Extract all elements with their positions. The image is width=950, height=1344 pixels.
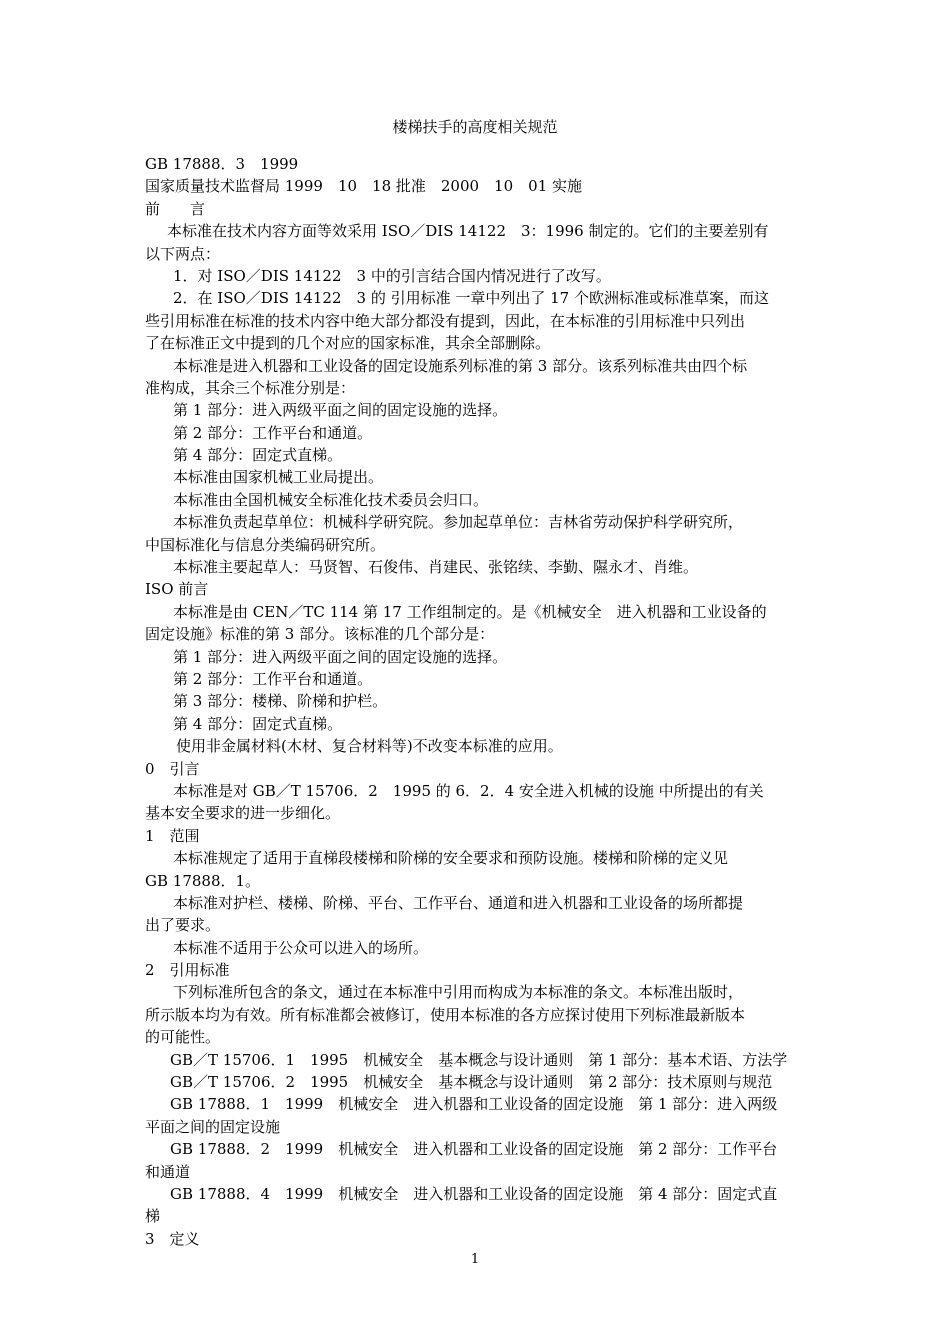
paragraph-line: 本标准对护栏、楼梯、阶梯、平台、工作平台、通道和进入机器和工业设备的场所都提 — [173, 893, 744, 912]
paragraph-line: 本标准是进入机器和工业设备的固定设施系列标准的第 3 部分。该系列标准共由四个标 — [173, 356, 748, 375]
section-heading-foreword: 前 言 — [145, 199, 206, 218]
reference-item-continuation: 和通道 — [145, 1162, 191, 1181]
reference-item: GB 17888．2 1999 机械安全 进入机器和工业设备的固定设施 第 2 部分：工作平台 — [170, 1140, 778, 1159]
list-item: 第 1 部分：进入两级平面之间的固定设施的选择。 — [173, 647, 508, 666]
reference-item-continuation: 梯 — [145, 1207, 161, 1226]
reference-item: GB 17888．1 1999 机械安全 进入机器和工业设备的固定设施 第 1 部分：进入两级 — [170, 1095, 778, 1114]
paragraph-line: 以下两点： — [145, 244, 221, 263]
section-heading-iso-foreword: ISO 前言 — [145, 580, 209, 599]
paragraph-line: 下列标准所包含的条文，通过在本标准中引用而构成为本标准的条文。本标准出版时， — [173, 983, 744, 1002]
paragraph-line: 出了要求。 — [145, 916, 221, 935]
reference-item: GB／T 15706．2 1995 机械安全 基本概念与设计通则 第 2 部分：技术原则与规范 — [170, 1073, 773, 1092]
list-item: 第 4 部分：固定式直梯。 — [173, 446, 343, 465]
reference-item-continuation: 平面之间的固定设施 — [145, 1117, 281, 1136]
paragraph-line: GB 17888．1。 — [145, 871, 261, 890]
paragraph-line: 本标准规定了适用于直梯段楼梯和阶梯的安全要求和预防设施。楼梯和阶梯的定义见 — [173, 849, 729, 868]
paragraph-line: 基本安全要求的进一步细化。 — [145, 804, 341, 823]
paragraph-line: 了在标准正文中提到的几个对应的国家标准，其余全部删除。 — [145, 334, 551, 353]
paragraph-line: 本标准主要起草人：马贤智、石俊伟、肖建民、张铭续、李勤、隰永才、肖维。 — [173, 558, 699, 577]
paragraph-line: 本标准不适用于公众可以进入的场所。 — [173, 938, 429, 957]
section-heading-references: 2 引用标准 — [145, 961, 230, 980]
approval-info: 国家质量技术监督局 1999 10 18 批准 2000 10 01 实施 — [145, 177, 583, 196]
paragraph-line: 本标准是由 CEN／TC 114 第 17 工作组制定的。是《机械安全 进入机器和工业设备的 — [173, 602, 767, 621]
paragraph-line: 些引用标准在标准的技术内容中绝大部分都没有提到，因此，在本标准的引用标准中只列出 — [145, 311, 746, 330]
list-item: 第 2 部分：工作平台和通道。 — [173, 669, 373, 688]
document-body — [145, 153, 810, 1250]
reference-item: GB 17888．4 1999 机械安全 进入机器和工业设备的固定设施 第 4 部分：固定式直 — [170, 1184, 778, 1203]
paragraph-line: 准构成，其余三个标准分别是： — [145, 378, 356, 397]
document-title: 楼梯扶手的高度相关规范 — [392, 118, 558, 136]
list-item: 第 1 部分：进入两级平面之间的固定设施的选择。 — [173, 401, 508, 420]
list-item: 2．在 ISO／DIS 14122 3 的 引用标准 一章中列出了 17 个欧洲标准或标准草案，而这 — [173, 289, 769, 308]
paragraph-line: 本标准在技术内容方面等效采用 ISO／DIS 14122 3：1996 制定的。它们的主要差别有 — [167, 222, 769, 241]
paragraph-line: 本标准由国家机械工业局提出。 — [173, 468, 384, 487]
paragraph-line: 使用非金属材料(木材、复合材料等)不改变本标准的应用。 — [176, 737, 563, 756]
section-heading-definitions: 3 定义 — [145, 1229, 200, 1248]
paragraph-line: 所示版本均为有效。所有标准都会被修订，使用本标准的各方应探讨使用下列标准最新版本 — [145, 1005, 746, 1024]
paragraph-line: 固定设施》标准的第 3 部分。该标准的几个部分是： — [145, 625, 495, 644]
list-item: 第 2 部分：工作平台和通道。 — [173, 423, 373, 442]
paragraph-line: 的可能性。 — [145, 1028, 221, 1047]
paragraph-line: 本标准由全国机械安全标准化技术委员会归口。 — [173, 490, 489, 509]
reference-item: GB／T 15706．1 1995 机械安全 基本概念与设计通则 第 1 部分：基本术语、方法学 — [170, 1050, 788, 1069]
section-heading-introduction: 0 引言 — [145, 759, 200, 778]
section-heading-scope: 1 范围 — [145, 826, 200, 845]
list-item: 第 4 部分：固定式直梯。 — [173, 714, 343, 733]
list-item: 第 3 部分：楼梯、阶梯和护栏。 — [173, 692, 388, 711]
paragraph-line: 本标准是对 GB／T 15706．2 1995 的 6．2．4 安全进入机械的设施 中所提出的有关 — [173, 781, 764, 800]
page-number: 1 — [470, 1252, 480, 1267]
paragraph-line: 中国标准化与信息分类编码研究所。 — [145, 535, 386, 554]
list-item: 1．对 ISO／DIS 14122 3 中的引言结合国内情况进行了改写。 — [173, 266, 611, 285]
paragraph-line: 本标准负责起草单位：机械科学研究院。参加起草单位：吉林省劳动保护科学研究所， — [173, 513, 744, 532]
standard-number: GB 17888．3 1999 — [145, 155, 299, 173]
